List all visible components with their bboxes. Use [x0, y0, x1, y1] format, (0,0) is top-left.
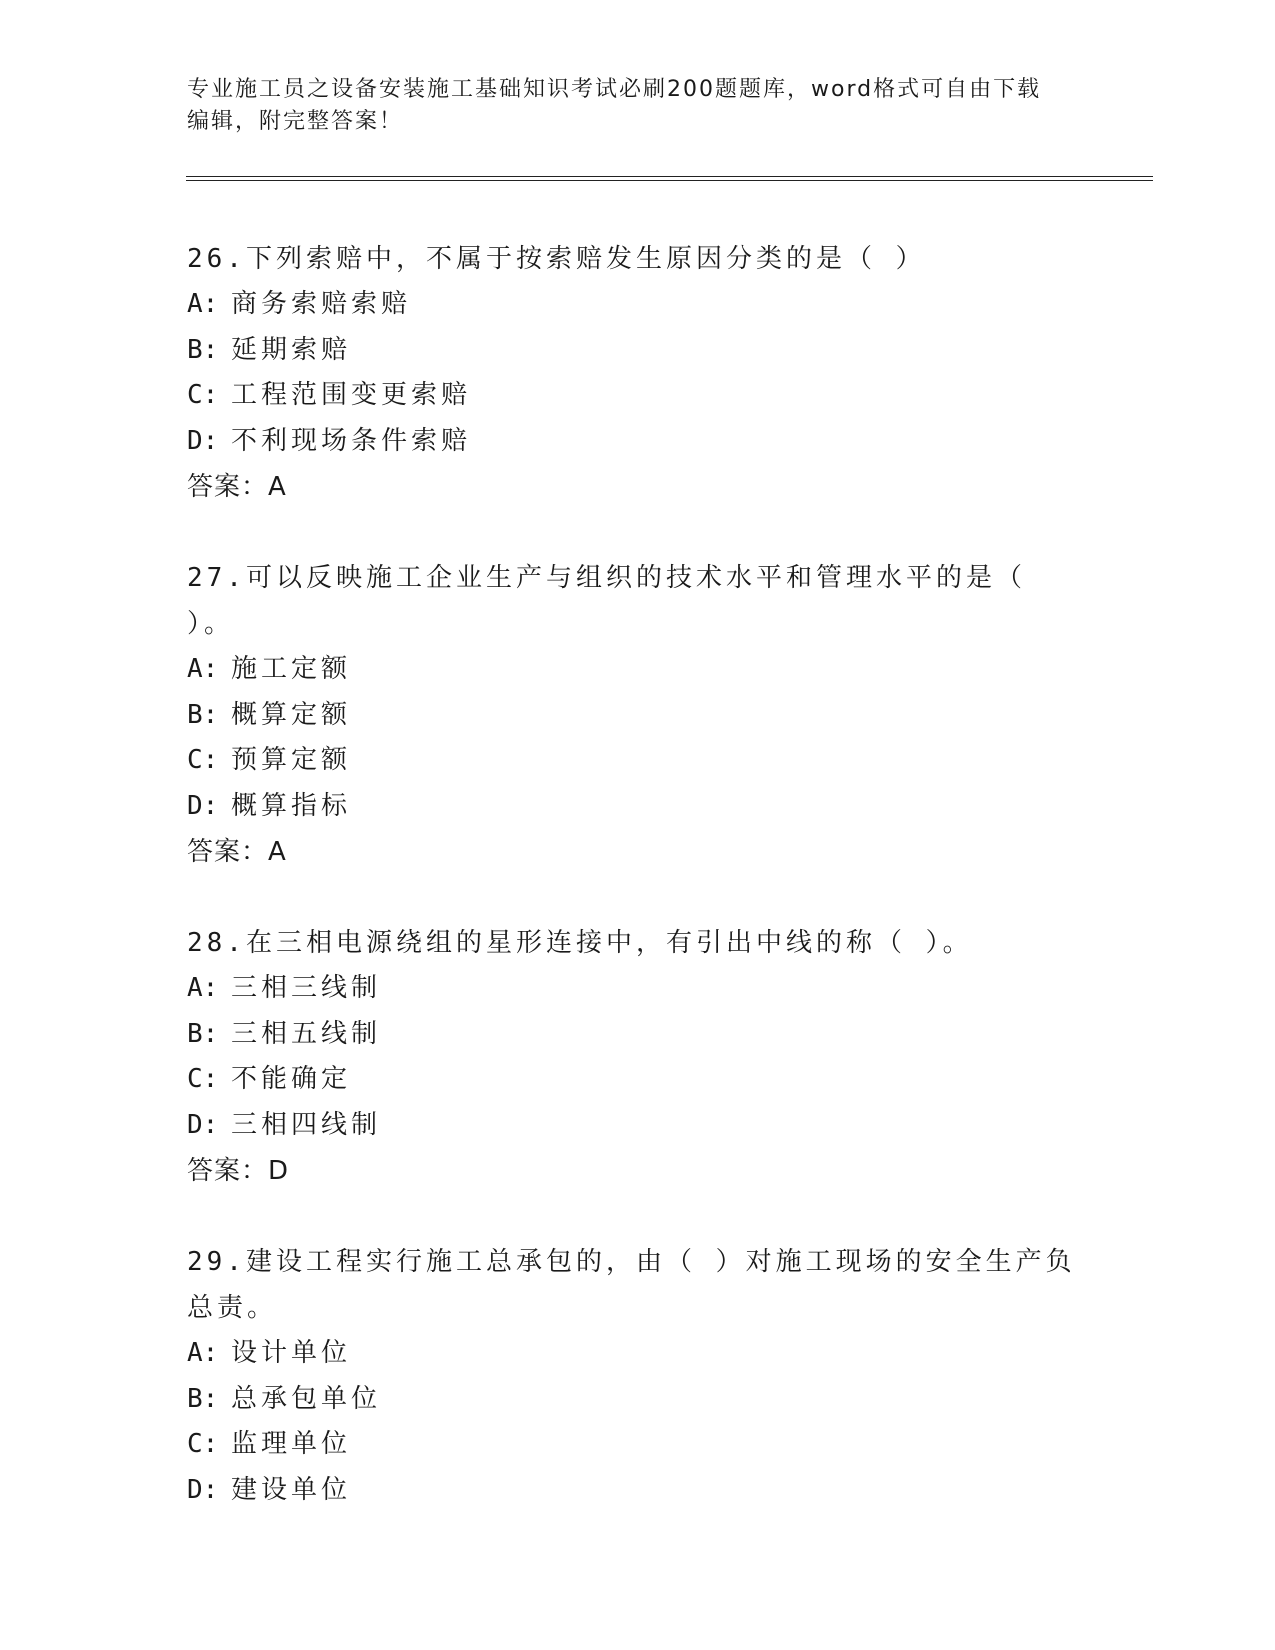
option-text: 总承包单位 [231, 1383, 382, 1414]
option-key: D: [187, 425, 219, 456]
option-a [187, 966, 1087, 1012]
option-text: 不利现场条件索赔 [231, 425, 472, 456]
option-d [187, 1468, 1087, 1514]
question-29 [187, 1239, 1087, 1513]
option-key: A: [187, 1338, 219, 1368]
option-key: D: [187, 790, 219, 821]
option-c [187, 1422, 1087, 1468]
option-b [187, 1012, 1087, 1058]
question-stem: 26.下列索赔中，不属于按索赔发生原因分类的是（ ） [187, 244, 926, 274]
option-text: 三相四线制 [231, 1109, 382, 1140]
option-text: 工程范围变更索赔 [231, 380, 472, 410]
option-b [187, 328, 1087, 374]
answer-line: 答案：A [187, 837, 287, 867]
option-text: 延期索赔 [231, 334, 352, 365]
option-key: B: [187, 1018, 219, 1049]
option-a [187, 282, 1087, 328]
option-c [187, 373, 1087, 419]
option-text: 建设单位 [231, 1474, 352, 1505]
option-a [187, 647, 1087, 693]
option-text: 概算指标 [231, 790, 352, 821]
option-c [187, 1057, 1087, 1103]
option-text: 设计单位 [231, 1338, 352, 1368]
option-key: B: [187, 1383, 219, 1414]
option-a [187, 1331, 1087, 1377]
question-26 [187, 236, 1087, 510]
option-text: 施工定额 [231, 654, 352, 684]
option-d [187, 784, 1087, 830]
option-text: 三相五线制 [231, 1018, 382, 1049]
option-key: A: [187, 289, 219, 319]
option-key: B: [187, 334, 219, 365]
option-text: 概算定额 [231, 699, 352, 730]
option-d [187, 419, 1087, 465]
answer-line: 答案：D [187, 1156, 290, 1186]
option-text: 三相三线制 [231, 973, 382, 1003]
option-b [187, 1377, 1087, 1423]
option-text: 预算定额 [231, 745, 352, 775]
option-b [187, 693, 1087, 739]
option-d [187, 1103, 1087, 1149]
option-text: 商务索赔索赔 [231, 289, 412, 319]
answer-line: 答案：A [187, 472, 287, 502]
option-key: A: [187, 973, 219, 1003]
question-28 [187, 920, 1087, 1194]
question-list [187, 236, 1087, 1558]
document-header [187, 74, 1087, 138]
option-key: D: [187, 1474, 219, 1505]
header-title-line-2: 编辑，附完整答案！ [187, 109, 404, 134]
question-27 [187, 555, 1087, 875]
option-key: B: [187, 699, 219, 730]
option-key: C: [187, 745, 219, 775]
option-key: D: [187, 1109, 219, 1140]
header-double-rule [186, 176, 1153, 181]
option-text: 监理单位 [231, 1429, 352, 1459]
header-title-line-1: 专业施工员之设备安装施工基础知识考试必刷200题题库，word格式可自由下载 [187, 77, 1042, 102]
option-text: 不能确定 [231, 1064, 352, 1094]
option-key: C: [187, 380, 219, 410]
option-key: C: [187, 1064, 219, 1094]
option-key: C: [187, 1429, 219, 1459]
question-stem: 27.可以反映施工企业生产与组织的技术水平和管理水平的是（ ）。 [187, 563, 1026, 639]
question-stem: 29.建设工程实行施工总承包的，由（ ）对施工现场的安全生产负总责。 [187, 1247, 1076, 1323]
option-c [187, 738, 1087, 784]
question-stem: 28.在三相电源绕组的星形连接中，有引出中线的称（ ）。 [187, 928, 973, 958]
option-key: A: [187, 654, 219, 684]
